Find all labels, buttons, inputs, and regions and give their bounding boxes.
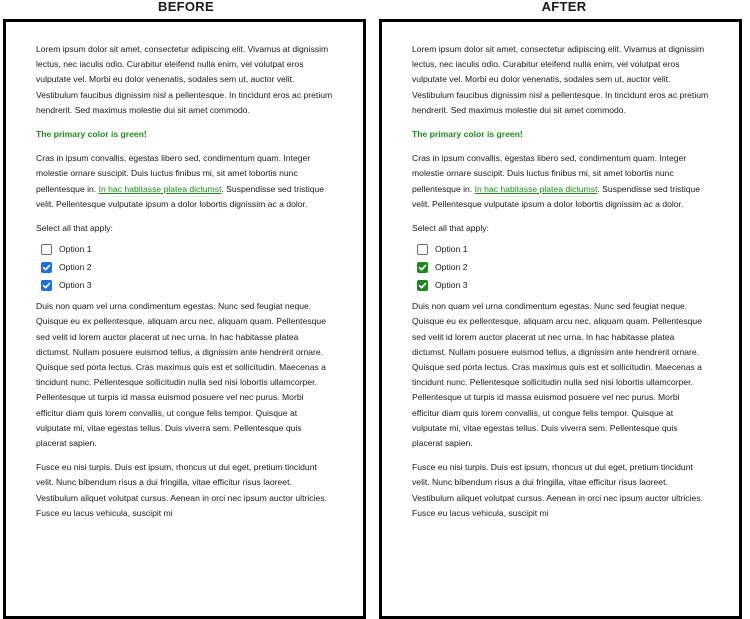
option-2-checkbox[interactable]	[41, 262, 52, 273]
before-heading: BEFORE	[158, 0, 214, 14]
paragraph-3: Duis non quam vel urna condimentum egestas. Nunc sed feugiat neque. Quisque eu ex pellentesque, aliquam arcu nec, aliquam quam. Pellentesque sed velit id lorem auctor placerat ut nec urna. In hac habitasse platea dictumst. Nullam posuere euismod tellus, a dignissim ante hendrerit ornare. Quisque sed porta lectus. Cras maximus quis est et sollicitudin. Maecenas a tincidunt nunc. Pellentesque sollicitudin nulla sed nisi lobortis ullamcorper. Pellentesque ut turpis id massa euismod posuere vel nec purus. Morbi efficitur diam quis lorem convallis, ut congue felis tempor. Quisque at vulputate mi, vitae egestas tellus. Duis viverra sem. Pellentesque quis placerat sapien.	[36, 301, 326, 449]
checkmark-icon	[42, 281, 51, 290]
after-panel	[379, 19, 742, 619]
option-1-label: Option 1	[59, 243, 92, 254]
paragraph-1: Lorem ipsum dolor sit amet, consectetur adipiscing elit. Vivamus at dignissim lectus, nec iaculis odio. Curabitur eleifend nulla enim, vel volutpat eros vulputate vel. Morbi eu dolor venenatis, sodales sem ut, auctor velit. Vestibulum faucibus dignissim nisl a pellentesque. In tincidunt eros ac pretium hendrerit. Sed maximus molestie dui sit amet commodo.	[36, 44, 333, 115]
paragraph-1: Lorem ipsum dolor sit amet, consectetur adipiscing elit. Vivamus at dignissim lectus, nec iaculis odio. Curabitur eleifend nulla enim, vel volutpat eros vulputate vel. Morbi eu dolor venenatis, sodales sem ut, auctor velit. Vestibulum faucibus dignissim nisl a pellentesque. In tincidunt eros ac pretium hendrerit. Sed maximus molestie dui sit amet commodo.	[412, 44, 709, 115]
after-heading: AFTER	[541, 0, 587, 14]
option-3[interactable]	[417, 276, 709, 294]
select-label: Select all that apply:	[412, 223, 489, 234]
checkmark-icon	[42, 263, 51, 272]
option-2-label: Option 2	[435, 261, 468, 272]
primary-color-text: The primary color is green!	[412, 129, 523, 140]
option-1[interactable]	[417, 240, 709, 258]
option-3-checkbox[interactable]	[417, 280, 428, 291]
option-1-checkbox[interactable]	[417, 244, 428, 255]
paragraph-2-end: . Suspendisse sed tristique velit. Pellentesque vulputate ipsum a dolor lobortis dignissim ac a dolor.	[412, 183, 701, 209]
option-3[interactable]	[41, 276, 333, 294]
primary-color-text: The primary color is green!	[36, 129, 147, 140]
option-1-checkbox[interactable]	[41, 244, 52, 255]
paragraph-2	[412, 151, 709, 212]
checkmark-icon	[418, 281, 427, 290]
option-3-label: Option 3	[435, 279, 468, 290]
option-2[interactable]	[41, 258, 333, 276]
habitasse-link[interactable]: In hac habitasse platea dictumst	[98, 183, 222, 194]
option-2-checkbox[interactable]	[417, 262, 428, 273]
select-label: Select all that apply:	[36, 223, 113, 234]
option-3-checkbox[interactable]	[41, 280, 52, 291]
paragraph-2-start: Cras in ipsum convallis, egestas libero sed, condimentum quam. Integer molestie ornare suscipit. Duis luctus finibus mi, sit amet lobortis nunc pellentesque in.	[412, 153, 687, 194]
paragraph-2	[36, 151, 333, 212]
option-2[interactable]	[417, 258, 709, 276]
paragraph-3: Duis non quam vel urna condimentum egestas. Nunc sed feugiat neque. Quisque eu ex pellentesque, aliquam arcu nec, aliquam quam. Pellentesque sed velit id lorem auctor placerat ut nec urna. In hac habitasse platea dictumst. Nullam posuere euismod tellus, a dignissim ante hendrerit ornare. Quisque sed porta lectus. Cras maximus quis est et sollicitudin. Maecenas a tincidunt nunc. Pellentesque sollicitudin nulla sed nisi lobortis ullamcorper. Pellentesque ut turpis id massa euismod posuere vel nec purus. Morbi efficitur diam quis lorem convallis, ut congue felis tempor. Quisque at vulputate mi, vitae egestas tellus. Duis viverra sem. Pellentesque quis placerat sapien.	[412, 301, 702, 449]
paragraph-4: Fusce eu nisi turpis. Duis est ipsum, rhoncus ut dui eget, pretium tincidunt velit. Nunc bibendum risus a dui fringilla, vitae efficitur risus laoreet. Vestibulum aliquet volutpat cursus. Aenean in orci nec ipsum auctor ultricies. Fusce eu lacus vehicula, suscipit mi	[36, 462, 327, 518]
option-1-label: Option 1	[435, 243, 468, 254]
before-panel	[3, 19, 366, 619]
paragraph-2-start: Cras in ipsum convallis, egestas libero sed, condimentum quam. Integer molestie ornare suscipit. Duis luctus finibus mi, sit amet lobortis nunc pellentesque in.	[36, 153, 311, 194]
paragraph-4: Fusce eu nisi turpis. Duis est ipsum, rhoncus ut dui eget, pretium tincidunt velit. Nunc bibendum risus a dui fringilla, vitae efficitur risus laoreet. Vestibulum aliquet volutpat cursus. Aenean in orci nec ipsum auctor ultricies. Fusce eu lacus vehicula, suscipit mi	[412, 462, 703, 518]
option-1[interactable]	[41, 240, 333, 258]
habitasse-link[interactable]: In hac habitasse platea dictumst	[474, 183, 598, 194]
option-2-label: Option 2	[59, 261, 92, 272]
paragraph-2-end: . Suspendisse sed tristique velit. Pellentesque vulputate ipsum a dolor lobortis dignissim ac a dolor.	[36, 183, 325, 209]
checkmark-icon	[418, 263, 427, 272]
option-3-label: Option 3	[59, 279, 92, 290]
